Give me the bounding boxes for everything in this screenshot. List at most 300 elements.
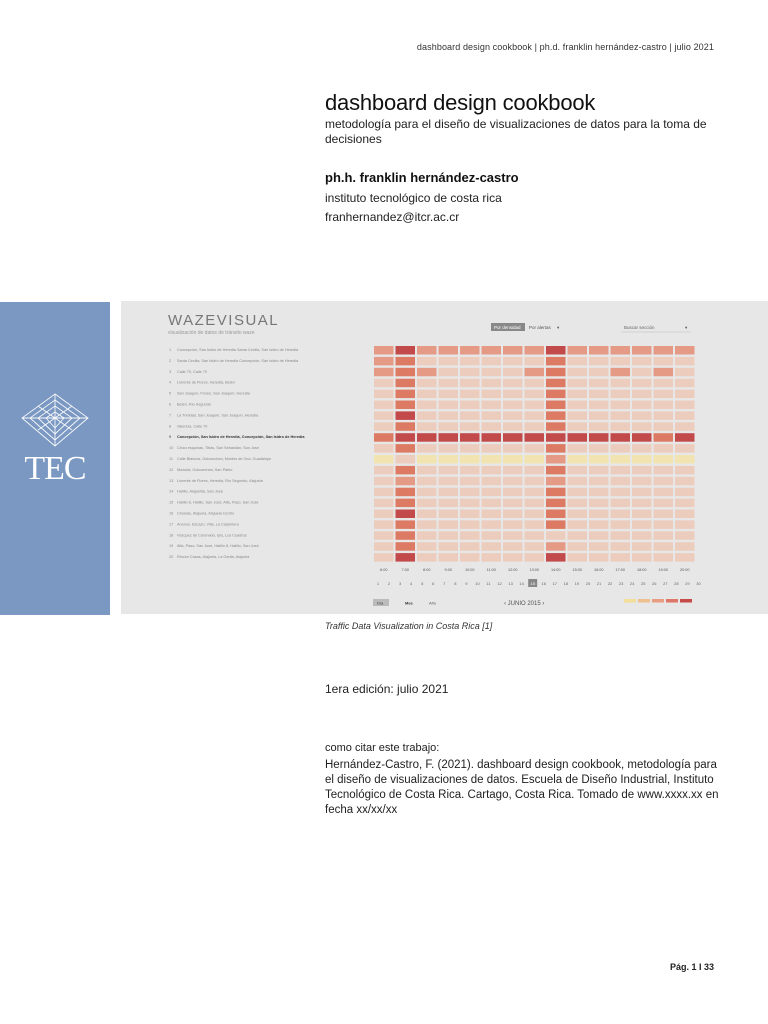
day-button[interactable]: 22 (607, 581, 613, 586)
heatmap-cell[interactable] (460, 379, 480, 388)
row-label[interactable]: Calle 70, Calle 70 (177, 369, 207, 374)
heatmap-cell[interactable] (611, 433, 631, 442)
heatmap-cell[interactable] (632, 520, 652, 529)
heatmap-cell[interactable] (546, 520, 566, 529)
heatmap-cell[interactable] (654, 379, 674, 388)
heatmap-cell[interactable] (417, 390, 437, 399)
heatmap-cell[interactable] (654, 368, 674, 377)
heatmap-cell[interactable] (675, 466, 695, 475)
heatmap-cell[interactable] (632, 390, 652, 399)
heatmap-cell[interactable] (611, 422, 631, 431)
heatmap-cell[interactable] (611, 510, 631, 519)
heatmap-cell[interactable] (439, 444, 459, 453)
heatmap-cell[interactable] (589, 346, 609, 355)
heatmap-cell[interactable] (589, 379, 609, 388)
search-section-label[interactable]: Buscar sección (624, 325, 655, 330)
row-label[interactable]: Hatillo, Alajuelita, San José (177, 489, 223, 494)
heatmap-cell[interactable] (482, 433, 502, 442)
day-button[interactable]: 23 (618, 581, 624, 586)
day-button[interactable]: 28 (674, 581, 679, 586)
heatmap-cell[interactable] (374, 411, 394, 420)
heatmap-cell[interactable] (460, 499, 480, 508)
heatmap-cell[interactable] (439, 477, 459, 486)
day-button[interactable]: 4 (410, 581, 413, 586)
heatmap-cell[interactable] (396, 520, 416, 529)
heatmap-cell[interactable] (589, 510, 609, 519)
heatmap-cell[interactable] (568, 401, 588, 410)
heatmap-cell[interactable] (654, 411, 674, 420)
heatmap-cell[interactable] (503, 411, 523, 420)
heatmap-cell[interactable] (675, 520, 695, 529)
heatmap-cell[interactable] (417, 542, 437, 551)
heatmap-cell[interactable] (374, 499, 394, 508)
day-button[interactable]: 26 (652, 581, 657, 586)
heatmap-cell[interactable] (503, 466, 523, 475)
heatmap-cell[interactable] (525, 466, 545, 475)
day-button[interactable]: 11 (486, 581, 491, 586)
heatmap-cell[interactable] (525, 433, 545, 442)
heatmap-cell[interactable] (374, 368, 394, 377)
heatmap-cell[interactable] (482, 499, 502, 508)
heatmap-cell[interactable] (632, 542, 652, 551)
heatmap-cell[interactable] (525, 510, 545, 519)
heatmap-cell[interactable] (374, 379, 394, 388)
heatmap-cell[interactable] (654, 531, 674, 540)
heatmap-cell[interactable] (568, 520, 588, 529)
row-label[interactable]: La Trinidad, San Joaquín, San Joaquín, Heredia (177, 413, 259, 418)
heatmap-cell[interactable] (503, 553, 523, 562)
heatmap-cell[interactable] (654, 477, 674, 486)
heatmap-cell[interactable] (439, 401, 459, 410)
heatmap-cell[interactable] (546, 390, 566, 399)
heatmap-cell[interactable] (632, 466, 652, 475)
heatmap-cell[interactable] (611, 411, 631, 420)
heatmap-cell[interactable] (396, 346, 416, 355)
heatmap-cell[interactable] (568, 346, 588, 355)
heatmap-cell[interactable] (460, 455, 480, 464)
heatmap-cell[interactable] (460, 466, 480, 475)
row-label[interactable]: Valencia, Calle 70 (177, 424, 208, 429)
day-button[interactable]: 2 (387, 581, 391, 586)
day-button[interactable]: 10 (475, 581, 480, 586)
tab-day[interactable]: Día (377, 600, 384, 606)
day-button[interactable]: 5 (421, 581, 424, 586)
day-button[interactable]: 16 (541, 581, 546, 586)
heatmap-cell[interactable] (396, 477, 416, 486)
day-button[interactable]: 1 (376, 581, 380, 586)
heatmap-cell[interactable] (482, 379, 502, 388)
day-button[interactable]: 19 (574, 581, 580, 586)
heatmap-cell[interactable] (503, 499, 523, 508)
heatmap-cell[interactable] (374, 520, 394, 529)
chevron-down-icon[interactable]: ▾ (557, 325, 560, 330)
heatmap-cell[interactable] (546, 411, 566, 420)
heatmap-cell[interactable] (374, 422, 394, 431)
heatmap-cell[interactable] (374, 466, 394, 475)
heatmap-cell[interactable] (568, 357, 588, 366)
heatmap-cell[interactable] (460, 553, 480, 562)
heatmap-cell[interactable] (439, 411, 459, 420)
heatmap-cell[interactable] (589, 368, 609, 377)
heatmap-cell[interactable] (675, 531, 695, 540)
heatmap-cell[interactable] (546, 433, 566, 442)
heatmap-cell[interactable] (675, 488, 695, 497)
heatmap-cell[interactable] (460, 542, 480, 551)
heatmap-cell[interactable] (611, 357, 631, 366)
heatmap-cell[interactable] (546, 455, 566, 464)
heatmap-cell[interactable] (632, 411, 652, 420)
heatmap-cell[interactable] (675, 357, 695, 366)
day-button[interactable]: 20 (585, 581, 591, 586)
heatmap-cell[interactable] (460, 531, 480, 540)
day-button[interactable]: 8 (454, 581, 457, 586)
heatmap-cell[interactable] (374, 510, 394, 519)
heatmap-cell[interactable] (396, 368, 416, 377)
heatmap-cell[interactable] (654, 444, 674, 453)
heatmap-cell[interactable] (675, 553, 695, 562)
heatmap-cell[interactable] (439, 499, 459, 508)
heatmap-cell[interactable] (460, 477, 480, 486)
heatmap-cell[interactable] (589, 455, 609, 464)
heatmap-cell[interactable] (589, 553, 609, 562)
heatmap-cell[interactable] (568, 499, 588, 508)
heatmap-cell[interactable] (675, 401, 695, 410)
heatmap-cell[interactable] (546, 477, 566, 486)
row-label[interactable]: Ciruelas, Alajuela, Alajuela Centro (177, 511, 235, 516)
heatmap-cell[interactable] (439, 466, 459, 475)
heatmap-cell[interactable] (675, 510, 695, 519)
heatmap-cell[interactable] (611, 401, 631, 410)
heatmap-cell[interactable] (654, 488, 674, 497)
heatmap-cell[interactable] (611, 455, 631, 464)
heatmap-cell[interactable] (654, 422, 674, 431)
heatmap-cell[interactable] (503, 433, 523, 442)
heatmap-cell[interactable] (439, 510, 459, 519)
heatmap-cell[interactable] (568, 422, 588, 431)
heatmap-cell[interactable] (675, 390, 695, 399)
heatmap-cell[interactable] (546, 444, 566, 453)
heatmap-cell[interactable] (439, 488, 459, 497)
day-button[interactable]: 14 (519, 581, 524, 586)
heatmap-cell[interactable] (546, 346, 566, 355)
heatmap-cell[interactable] (396, 422, 416, 431)
row-label[interactable]: San Joaquín, Flores, San Joaquín, Heredia (177, 391, 250, 396)
heatmap-cell[interactable] (611, 368, 631, 377)
heatmap-cell[interactable] (396, 444, 416, 453)
heatmap-cell[interactable] (503, 422, 523, 431)
heatmap-cell[interactable] (482, 466, 502, 475)
row-label[interactable]: Santa Cecilia, San Isidro de Heredia Concepción, San Isidro de Heredia (177, 358, 299, 363)
heatmap-cell[interactable] (417, 455, 437, 464)
heatmap-cell[interactable] (396, 542, 416, 551)
heatmap-cell[interactable] (654, 357, 674, 366)
row-label[interactable]: Concepción, San Isidro de Heredia, Concepción, San Isidro de Heredia (177, 435, 305, 440)
heatmap-cell[interactable] (546, 499, 566, 508)
heatmap-cell[interactable] (503, 531, 523, 540)
heatmap-cell[interactable] (396, 379, 416, 388)
heatmap-cell[interactable] (396, 553, 416, 562)
heatmap-cell[interactable] (439, 379, 459, 388)
heatmap-cell[interactable] (482, 411, 502, 420)
heatmap-cell[interactable] (439, 368, 459, 377)
heatmap-cell[interactable] (525, 488, 545, 497)
heatmap-cell[interactable] (439, 422, 459, 431)
heatmap-cell[interactable] (611, 346, 631, 355)
heatmap-cell[interactable] (396, 455, 416, 464)
heatmap-cell[interactable] (546, 379, 566, 388)
heatmap-cell[interactable] (374, 346, 394, 355)
row-label[interactable]: Calle Blancos, Goicoechea, Montes de Oca, Guadalupe (177, 457, 272, 461)
filter-alerts-option[interactable]: Por alertas (529, 325, 551, 330)
heatmap-cell[interactable] (525, 499, 545, 508)
heatmap-cell[interactable] (417, 401, 437, 410)
heatmap-cell[interactable] (589, 542, 609, 551)
heatmap-cell[interactable] (374, 488, 394, 497)
heatmap-cell[interactable] (675, 422, 695, 431)
heatmap-cell[interactable] (568, 411, 588, 420)
heatmap-cell[interactable] (632, 379, 652, 388)
heatmap-cell[interactable] (417, 368, 437, 377)
heatmap-cell[interactable] (525, 422, 545, 431)
heatmap-cell[interactable] (675, 379, 695, 388)
heatmap-cell[interactable] (568, 368, 588, 377)
heatmap-cell[interactable] (568, 466, 588, 475)
heatmap-cell[interactable] (632, 368, 652, 377)
heatmap-cell[interactable] (482, 510, 502, 519)
heatmap-cell[interactable] (460, 422, 480, 431)
heatmap-cell[interactable] (503, 542, 523, 551)
day-button[interactable]: 12 (497, 581, 502, 586)
heatmap-cell[interactable] (525, 411, 545, 420)
row-label[interactable]: Llorente de Flores, Heredia, Belén (177, 380, 235, 385)
heatmap-cell[interactable] (396, 510, 416, 519)
heatmap-cell[interactable] (525, 357, 545, 366)
heatmap-cell[interactable] (396, 357, 416, 366)
heatmap-cell[interactable] (503, 379, 523, 388)
heatmap-cell[interactable] (589, 444, 609, 453)
day-button[interactable]: 24 (629, 581, 635, 586)
heatmap-cell[interactable] (632, 455, 652, 464)
heatmap-cell[interactable] (654, 390, 674, 399)
heatmap-cell[interactable] (417, 553, 437, 562)
row-label[interactable]: Mozotal, Goicoechea, San Pablo (177, 467, 233, 472)
heatmap-cell[interactable] (611, 477, 631, 486)
heatmap-cell[interactable] (374, 357, 394, 366)
heatmap-cell[interactable] (675, 499, 695, 508)
heatmap-cell[interactable] (589, 390, 609, 399)
heatmap-cell[interactable] (675, 542, 695, 551)
heatmap-cell[interactable] (374, 553, 394, 562)
heatmap-cell[interactable] (439, 520, 459, 529)
heatmap-cell[interactable] (568, 477, 588, 486)
heatmap-cell[interactable] (374, 390, 394, 399)
heatmap-cell[interactable] (503, 510, 523, 519)
month-navigator[interactable]: ‹ JUNIO 2015 › (504, 601, 545, 607)
day-button[interactable]: 9 (465, 581, 468, 586)
heatmap-cell[interactable] (546, 488, 566, 497)
heatmap-cell[interactable] (589, 520, 609, 529)
row-label[interactable]: Vázquez de Coronado, Ipís, Los Cuadros (177, 533, 247, 538)
heatmap-cell[interactable] (525, 542, 545, 551)
heatmap-cell[interactable] (374, 455, 394, 464)
heatmap-cell[interactable] (654, 433, 674, 442)
heatmap-cell[interactable] (439, 357, 459, 366)
heatmap-cell[interactable] (417, 346, 437, 355)
heatmap-cell[interactable] (503, 520, 523, 529)
heatmap-cell[interactable] (546, 422, 566, 431)
heatmap-cell[interactable] (675, 346, 695, 355)
heatmap-cell[interactable] (632, 433, 652, 442)
heatmap-cell[interactable] (396, 466, 416, 475)
day-button[interactable]: 18 (563, 581, 569, 586)
heatmap-cell[interactable] (439, 531, 459, 540)
row-label[interactable]: Belén, Río Segundo (177, 402, 211, 407)
heatmap-cell[interactable] (568, 542, 588, 551)
heatmap-cell[interactable] (589, 499, 609, 508)
heatmap-cell[interactable] (632, 531, 652, 540)
heatmap-cell[interactable] (632, 499, 652, 508)
heatmap-cell[interactable] (675, 411, 695, 420)
heatmap-cell[interactable] (503, 455, 523, 464)
heatmap-cell[interactable] (568, 433, 588, 442)
heatmap-cell[interactable] (460, 520, 480, 529)
heatmap-cell[interactable] (611, 553, 631, 562)
heatmap-cell[interactable] (589, 422, 609, 431)
heatmap-cell[interactable] (460, 368, 480, 377)
heatmap-cell[interactable] (460, 444, 480, 453)
row-label[interactable]: Alfa, Paso, San José, Hatillo 8, Hatillo, San José (177, 544, 259, 549)
heatmap-cell[interactable] (675, 444, 695, 453)
heatmap-cell[interactable] (611, 499, 631, 508)
heatmap-cell[interactable] (503, 357, 523, 366)
heatmap-cell[interactable] (525, 346, 545, 355)
heatmap-cell[interactable] (675, 368, 695, 377)
heatmap-cell[interactable] (589, 357, 609, 366)
heatmap-cell[interactable] (417, 477, 437, 486)
heatmap-cell[interactable] (568, 379, 588, 388)
heatmap-cell[interactable] (632, 357, 652, 366)
heatmap-cell[interactable] (654, 499, 674, 508)
heatmap-cell[interactable] (374, 477, 394, 486)
heatmap-cell[interactable] (417, 531, 437, 540)
heatmap-cell[interactable] (482, 346, 502, 355)
heatmap-cell[interactable] (439, 433, 459, 442)
heatmap-cell[interactable] (589, 401, 609, 410)
heatmap-cell[interactable] (611, 488, 631, 497)
heatmap-cell[interactable] (417, 411, 437, 420)
day-button[interactable]: 3 (398, 581, 402, 586)
heatmap-cell[interactable] (396, 390, 416, 399)
heatmap-cell[interactable] (654, 520, 674, 529)
heatmap-cell[interactable] (460, 433, 480, 442)
row-label[interactable]: Rincón Casas, Alajuela, La Garita, Alajuela (177, 555, 250, 560)
heatmap-cell[interactable] (589, 433, 609, 442)
heatmap-cell[interactable] (482, 422, 502, 431)
heatmap-cell[interactable] (525, 444, 545, 453)
heatmap-cell[interactable] (525, 368, 545, 377)
heatmap-cell[interactable] (482, 531, 502, 540)
heatmap-cell[interactable] (632, 477, 652, 486)
heatmap-cell[interactable] (396, 401, 416, 410)
heatmap-cell[interactable] (675, 433, 695, 442)
day-button[interactable]: 13 (508, 581, 513, 586)
heatmap-cell[interactable] (417, 488, 437, 497)
day-button[interactable]: 7 (443, 581, 446, 586)
day-button[interactable]: 25 (640, 581, 646, 586)
heatmap-cell[interactable] (396, 411, 416, 420)
tab-month[interactable]: Mes (405, 600, 413, 606)
heatmap-cell[interactable] (439, 455, 459, 464)
heatmap-cell[interactable] (396, 531, 416, 540)
heatmap-cell[interactable] (632, 553, 652, 562)
heatmap-cell[interactable] (503, 368, 523, 377)
heatmap-cell[interactable] (611, 542, 631, 551)
heatmap-cell[interactable] (525, 531, 545, 540)
heatmap-cell[interactable] (374, 401, 394, 410)
heatmap-cell[interactable] (417, 520, 437, 529)
heatmap-cell[interactable] (374, 433, 394, 442)
heatmap-cell[interactable] (546, 553, 566, 562)
heatmap-cell[interactable] (417, 379, 437, 388)
heatmap-cell[interactable] (654, 466, 674, 475)
heatmap-cell[interactable] (589, 411, 609, 420)
heatmap-cell[interactable] (632, 488, 652, 497)
heatmap-cell[interactable] (632, 401, 652, 410)
heatmap-cell[interactable] (417, 357, 437, 366)
heatmap-cell[interactable] (525, 553, 545, 562)
heatmap-cell[interactable] (546, 542, 566, 551)
heatmap-cell[interactable] (546, 368, 566, 377)
heatmap-cell[interactable] (675, 477, 695, 486)
row-label[interactable]: Hatillo 8, Hatillo, San José, Alfa, Paso, San José (177, 500, 259, 505)
heatmap-cell[interactable] (589, 531, 609, 540)
heatmap-cell[interactable] (503, 477, 523, 486)
heatmap-cell[interactable] (460, 488, 480, 497)
heatmap-cell[interactable] (460, 401, 480, 410)
day-button[interactable]: 15 (530, 581, 535, 586)
heatmap-cell[interactable] (503, 390, 523, 399)
heatmap-cell[interactable] (632, 444, 652, 453)
heatmap-cell[interactable] (482, 520, 502, 529)
row-label[interactable]: Concepción, San Isidro de Heredia Santa Cecilia, San Isidro de Heredia (177, 348, 299, 352)
heatmap-cell[interactable] (568, 510, 588, 519)
heatmap-cell[interactable] (525, 455, 545, 464)
heatmap-cell[interactable] (654, 542, 674, 551)
heatmap-cell[interactable] (374, 531, 394, 540)
heatmap-cell[interactable] (675, 455, 695, 464)
heatmap-cell[interactable] (482, 488, 502, 497)
heatmap-cell[interactable] (654, 346, 674, 355)
heatmap-cell[interactable] (503, 401, 523, 410)
heatmap-cell[interactable] (568, 455, 588, 464)
heatmap-cell[interactable] (632, 346, 652, 355)
heatmap-cell[interactable] (417, 510, 437, 519)
heatmap-cell[interactable] (525, 477, 545, 486)
heatmap-cell[interactable] (482, 368, 502, 377)
heatmap-cell[interactable] (374, 542, 394, 551)
heatmap-cell[interactable] (654, 401, 674, 410)
heatmap-cell[interactable] (654, 455, 674, 464)
heatmap-cell[interactable] (611, 379, 631, 388)
heatmap-cell[interactable] (482, 553, 502, 562)
heatmap-cell[interactable] (589, 466, 609, 475)
search-chevron-icon[interactable]: ▾ (685, 325, 688, 330)
heatmap-cell[interactable] (482, 390, 502, 399)
heatmap-cell[interactable] (632, 510, 652, 519)
heatmap-cell[interactable] (460, 357, 480, 366)
heatmap-cell[interactable] (546, 510, 566, 519)
heatmap-cell[interactable] (568, 553, 588, 562)
